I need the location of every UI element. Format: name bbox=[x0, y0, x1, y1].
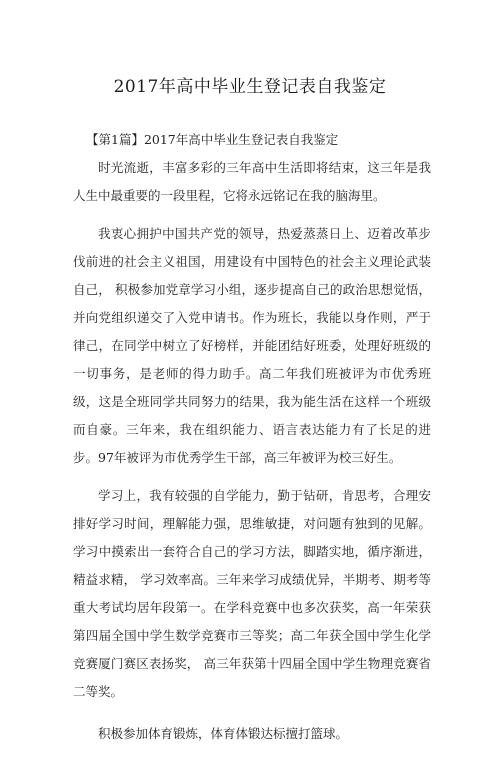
document-title: 2017年高中毕业生登记表自我鉴定 bbox=[113, 77, 387, 97]
section-heading: 【第1篇】2017年高中毕业生登记表自我鉴定 bbox=[86, 132, 339, 147]
document-body bbox=[73, 126, 431, 758]
paragraph-study: 学习上，我有较强的自学能力，勤于钻研，肯思考，合理安排好学习时间，理解能力强，思维敏捷，对问题有独到的见解。学习中摸索出一套符合自己的学习方法，脚踏实地，循序渐进，精益求精， 学习效率高。三年来学习成绩优异，半期考、期考等重大考试均居年段第一。在学科竞赛中也多次获奖，高一年荣获第四届全国中学生数学竞赛市三等奖；高二年获全国中学生化学竞赛厦门赛区表扬奖， 高三年获第十四届全国中学生物理竞赛省二等奖。 bbox=[73, 488, 431, 699]
paragraph-sports: 积极参加体育锻炼，体育体锻达标擅打篮球。 bbox=[98, 726, 349, 741]
paragraph-intro: 时光流逝，丰富多彩的三年高中生活即将结束，这三年是我人生中最重要的一段里程，它将永远铭记在我的脑海里。 bbox=[73, 160, 431, 203]
paragraph-political: 我衷心拥护中国共产党的领导，热爱蒸蒸日上、迈着改革步伐前进的社会主义祖国，用建设有中国特色的社会主义理论武装自己， 积极参加党章学习小组，逐步提高自己的政治思想觉悟，并向党组织递交了入党申请书。作为班长，我能以身作则，严于律己，在同学中树立了好榜样，并能团结好班委，处理好班级的一切事务，是老师的得力助手。高二年我们班被评为市优秀班级，这是全班同学共同努力的结果，我为能生活在这样一个班级而自豪。三年来，我在组织能力、语言表达能力有了长足的进步。97年被评为市优秀学生干部，高三年被评为校三好生。 bbox=[73, 226, 431, 465]
